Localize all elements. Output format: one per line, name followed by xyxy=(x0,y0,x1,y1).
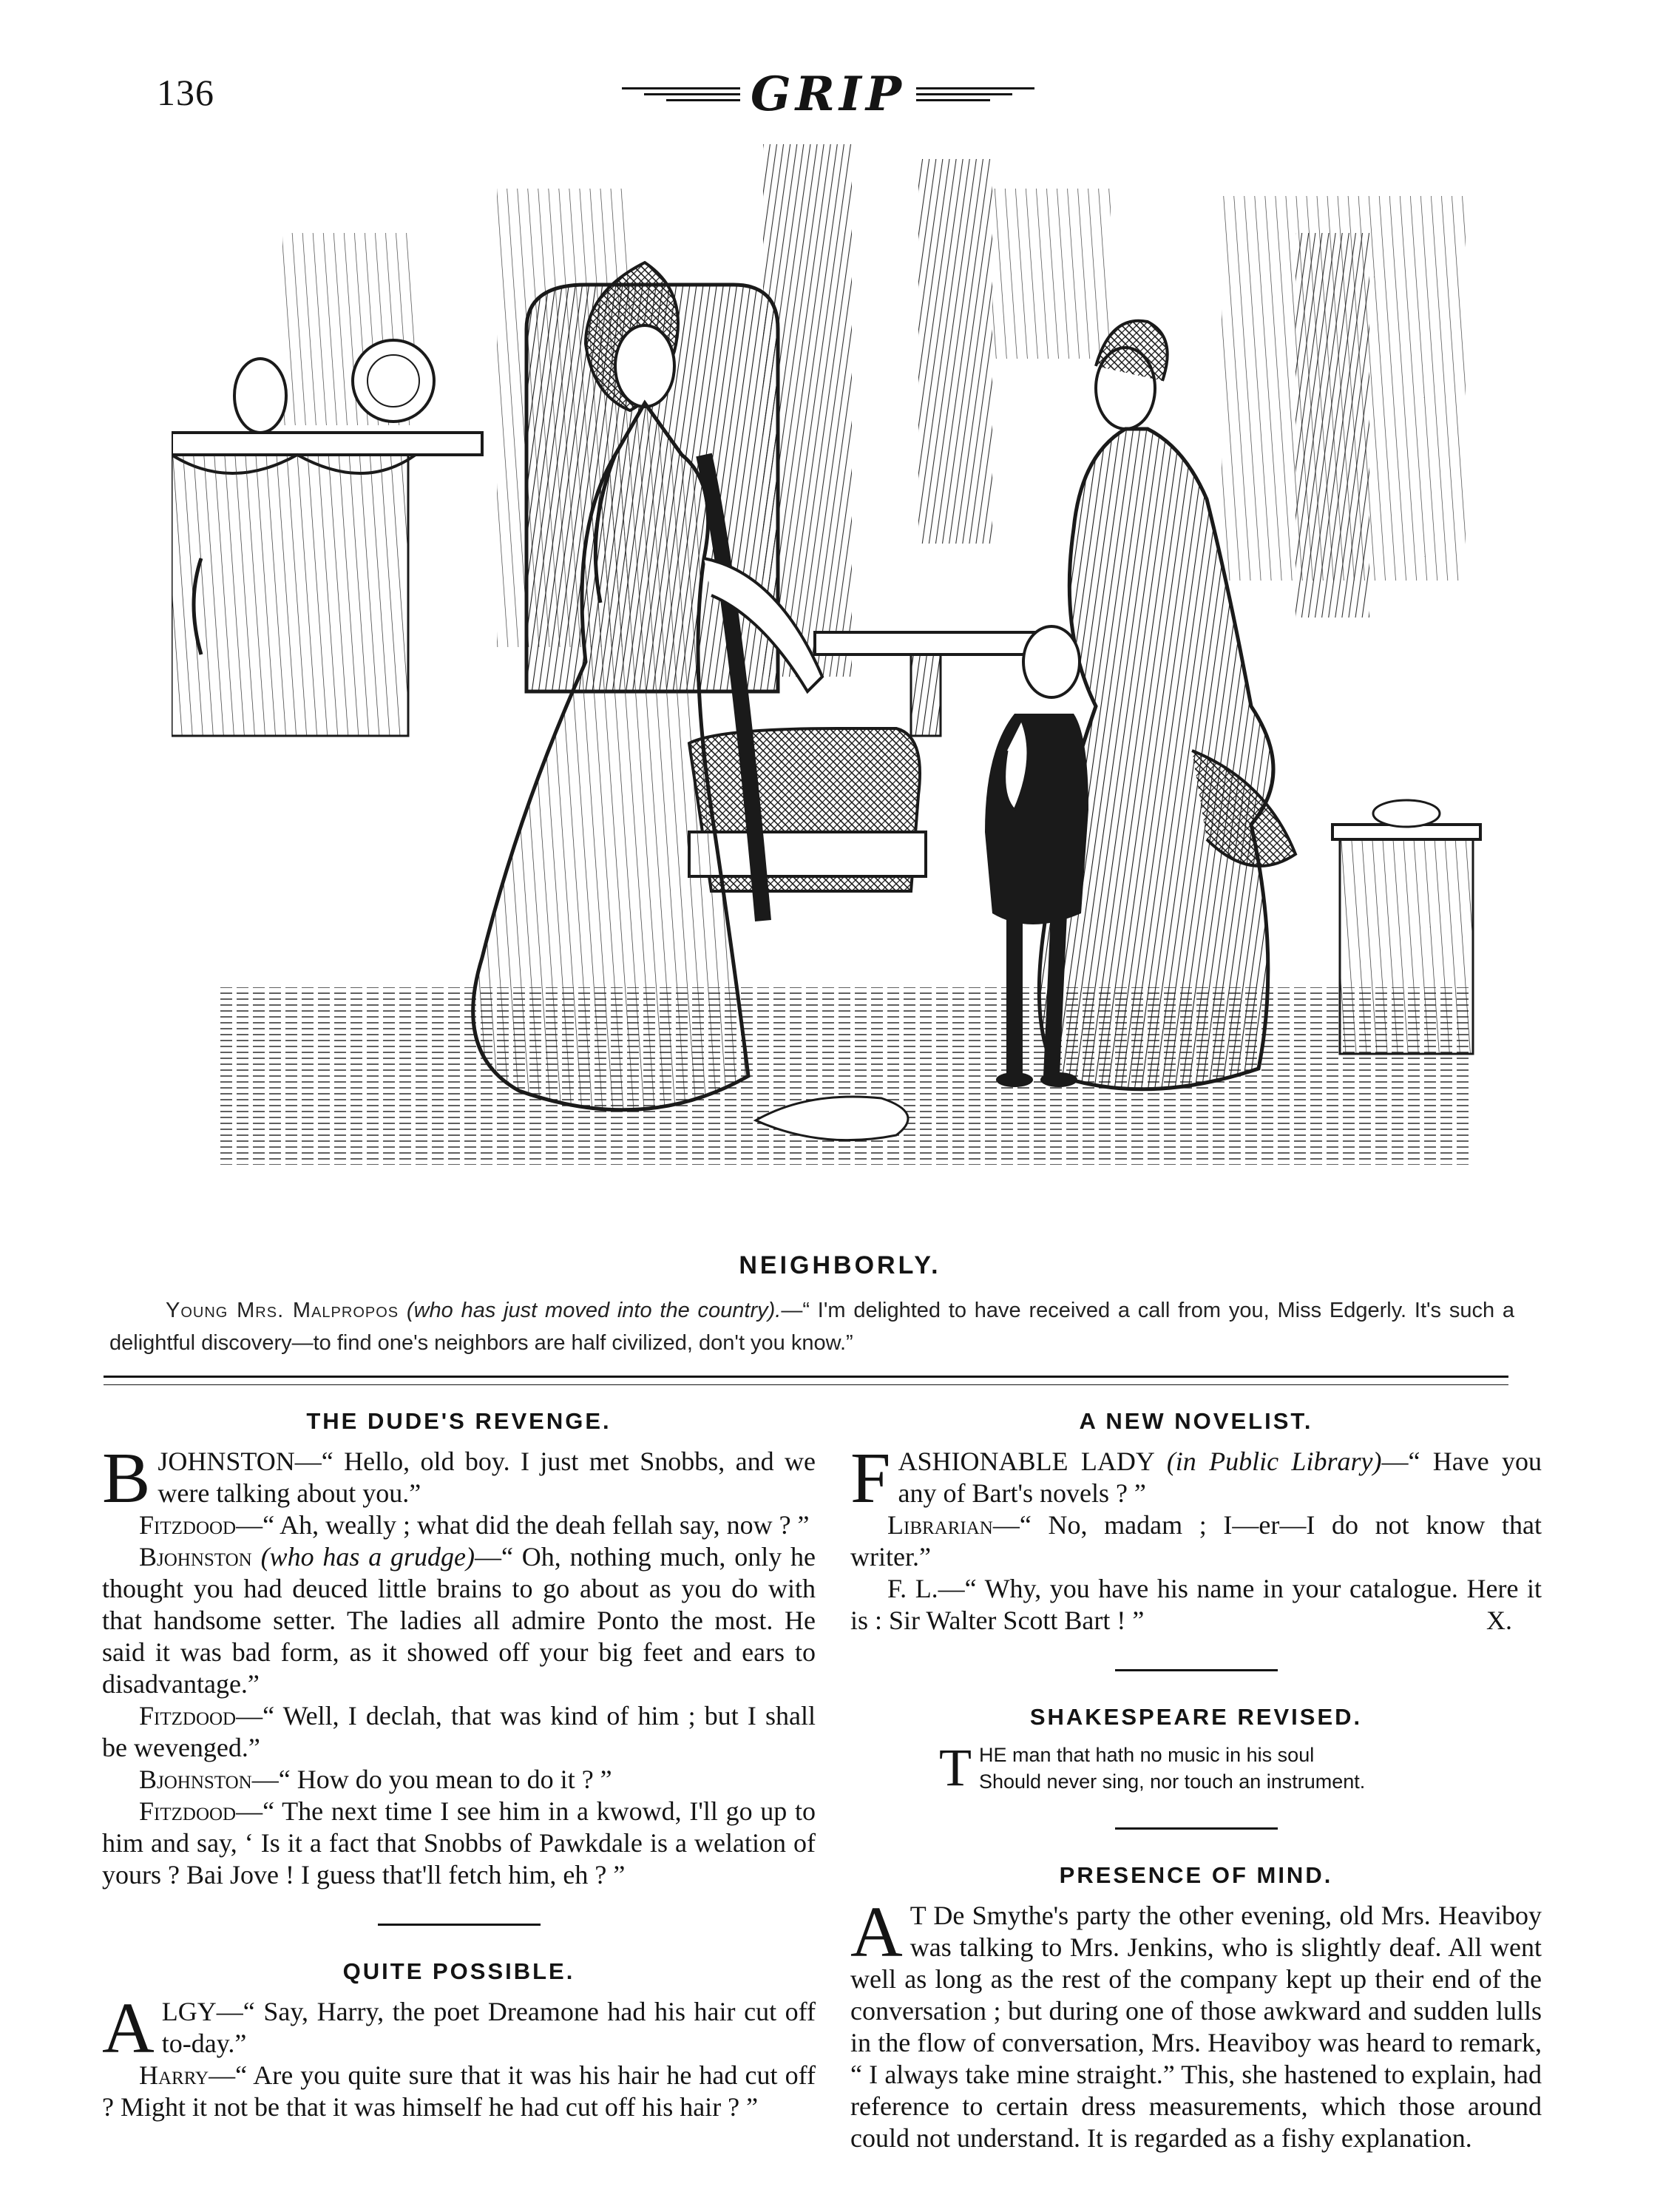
article-dudes-revenge xyxy=(102,1405,816,1891)
article-paragraph: Librarian—“ No, madam ; I—er—I do not know that writer.” xyxy=(850,1510,1542,1572)
drop-cap: A xyxy=(102,1989,155,2068)
article-paragraph: F. L.—“ Why, you have his name in your catalogue. Here it is : Sir Walter Scott Bart ! ” X. xyxy=(850,1574,1542,1635)
article-paragraph: Fitzdood—“ The next time I see him in a kwowd, I'll go up to him and say, ‘ Is it a fact that Snobbs of Pawkdale is a welation of yours ? Bai Jove ! I guess that'll fetch him, eh ? ” xyxy=(102,1796,816,1890)
illustration-caption-title: NEIGHBORLY. xyxy=(739,1251,941,1279)
masthead-rule-right xyxy=(916,87,1034,101)
article-title: A NEW NOVELIST. xyxy=(1079,1408,1313,1434)
verse-line: Should never sing, nor touch an instrument. xyxy=(978,1770,1366,1793)
article-paragraph: Fitzdood—“ Ah, weally ; what did the deah fellah say, now ? ” xyxy=(139,1510,810,1540)
article-paragraph: BJOHNSTON—“ Hello, old boy. I just met Snobbs, and we were talking about you.” xyxy=(102,1438,816,1518)
caption-quote: —“ I'm delighted to have received a call from you, Miss Edgerly. It's such a delightful discovery—to find one's neighbors are half civilized, don't you know.” xyxy=(109,1299,1515,1355)
article-presence-of-mind xyxy=(850,1859,1542,2154)
author-signature: X. xyxy=(1486,1606,1512,1635)
article-paragraph: Bjohnston—“ How do you mean to do it ? ” xyxy=(139,1765,612,1794)
article-divider xyxy=(378,1924,541,1926)
masthead-title: GRIP xyxy=(751,66,906,122)
illustration-caption-text xyxy=(109,1294,1514,1359)
drop-cap: F xyxy=(850,1438,891,1518)
drop-cap: B xyxy=(102,1438,151,1518)
article-title: THE DUDE'S REVENGE. xyxy=(306,1408,612,1434)
article-title: QUITE POSSIBLE. xyxy=(342,1958,575,1984)
article-paragraph: ALGY—“ Say, Harry, the poet Dreamone had his hair cut off to-day.” xyxy=(102,1989,816,2068)
right-column xyxy=(850,1405,1542,2154)
drop-cap: A xyxy=(850,1892,903,1972)
verse xyxy=(850,1738,1542,1797)
article-quite-possible xyxy=(102,1955,816,2123)
masthead-rule-left xyxy=(622,87,740,101)
article-title: SHAKESPEARE REVISED. xyxy=(1029,1704,1363,1730)
left-column xyxy=(102,1405,816,2123)
sofa xyxy=(689,728,926,891)
neighborly-illustration xyxy=(172,144,1517,1217)
article-paragraph: Bjohnston (who has a grudge)—“ Oh, nothing much, only he thought you had deuced little brains to go about as you do with that handsome setter. The ladies all admire Ponto the most. He said it was bad form, as it showed off your big feet and ears to disadvantage.” xyxy=(102,1542,816,1699)
drop-cap: T xyxy=(939,1738,972,1797)
caption-speaker: Young Mrs. Malpropos xyxy=(166,1299,399,1322)
page-number: 136 xyxy=(157,72,214,113)
side-table xyxy=(815,632,1037,736)
article-paragraph: Fitzdood—“ Well, I declah, that was kind of him ; but I shall be wevenged.” xyxy=(102,1701,816,1762)
article-paragraph: FASHIONABLE LADY (in Public Library)—“ Have you any of Bart's novels ? ” xyxy=(850,1438,1542,1518)
article-paragraph: Harry—“ Are you quite sure that it was his hair he had cut off ? Might it not be that it was himself he had cut off his hair ? ” xyxy=(102,2060,816,2122)
article-divider xyxy=(1115,1669,1278,1671)
verse-line: HE man that hath no music in his soul xyxy=(978,1744,1315,1766)
article-shakespeare-revised xyxy=(850,1701,1542,1795)
section-divider-thin xyxy=(104,1384,1508,1385)
article-paragraph: A T De Smythe's party the other evening, old Mrs. Heaviboy was talking to Mrs. Jenkins, who is slightly deaf. All went well as long as the rest of the company kept up their end of the conversation ; but during one of those awkward and sudden lulls in the flow of conversation, Mrs. Heaviboy was heard to remark, “ I always take mine straight.” This, she hastened to explain, had reference to certain dress measurements, which those around could not understand. It is regarded as a fishy explanation. xyxy=(850,1892,1542,2153)
section-divider xyxy=(104,1376,1508,1378)
article-divider xyxy=(1115,1827,1278,1830)
room-wall xyxy=(282,144,1466,677)
masthead xyxy=(592,68,1065,120)
caption-stage-direction: (who has just moved into the country). xyxy=(406,1299,782,1322)
article-title: PRESENCE OF MIND. xyxy=(1059,1862,1333,1888)
article-new-novelist xyxy=(850,1405,1542,1637)
